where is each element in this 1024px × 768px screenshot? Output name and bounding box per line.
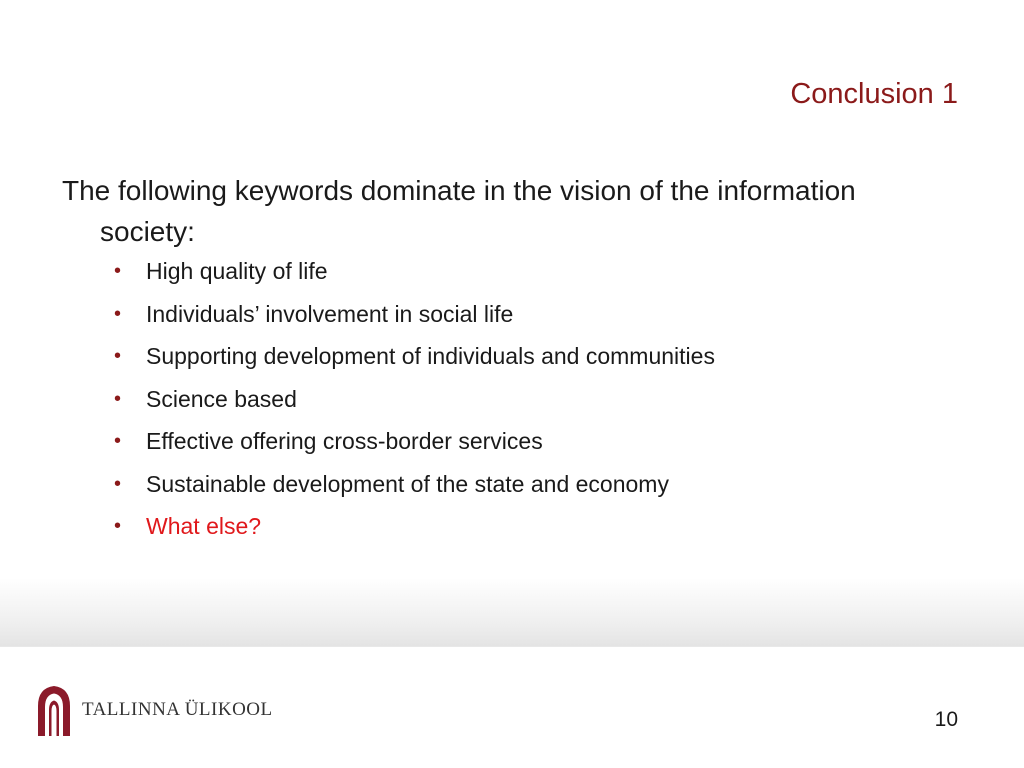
bullet-icon: •: [114, 515, 122, 537]
bullet-icon: •: [114, 430, 122, 452]
list-item-text: What else?: [146, 513, 262, 539]
list-item-text: Supporting development of individuals and communities: [146, 343, 715, 369]
list-item: [62, 343, 882, 370]
list-item-text: Science based: [146, 385, 297, 412]
slide-body: [62, 170, 882, 556]
logo-text: TALLINNA ÜLIKOOL: [82, 699, 273, 720]
list-item: [62, 386, 882, 413]
list-item: [62, 301, 882, 328]
university-logo: [36, 684, 273, 736]
bullet-icon: •: [114, 472, 122, 495]
page-number: 10: [934, 708, 958, 731]
list-item-what-else: [62, 513, 882, 540]
bullet-icon: •: [114, 387, 122, 410]
footer-band: [0, 578, 1024, 646]
list-item-text: Individuals’ involvement in social life: [146, 300, 514, 327]
lead-paragraph: The following keywords dominate in the vision of the information society:: [62, 175, 856, 247]
list-item-text: Effective offering cross-border services: [146, 428, 543, 454]
bullet-icon: •: [114, 345, 122, 367]
slide-title: Conclusion 1: [790, 78, 958, 110]
list-item: [62, 258, 882, 285]
tallinn-university-arch-logo-icon: [36, 684, 72, 736]
footer-divider: [0, 646, 1024, 647]
list-item: [62, 428, 882, 455]
bullet-icon: •: [114, 260, 122, 282]
list-item-text: High quality of life: [146, 258, 328, 284]
bullet-icon: •: [114, 302, 122, 325]
list-item-text: Sustainable development of the state and economy: [146, 470, 669, 497]
keyword-list: [62, 258, 882, 540]
list-item: [62, 471, 882, 498]
